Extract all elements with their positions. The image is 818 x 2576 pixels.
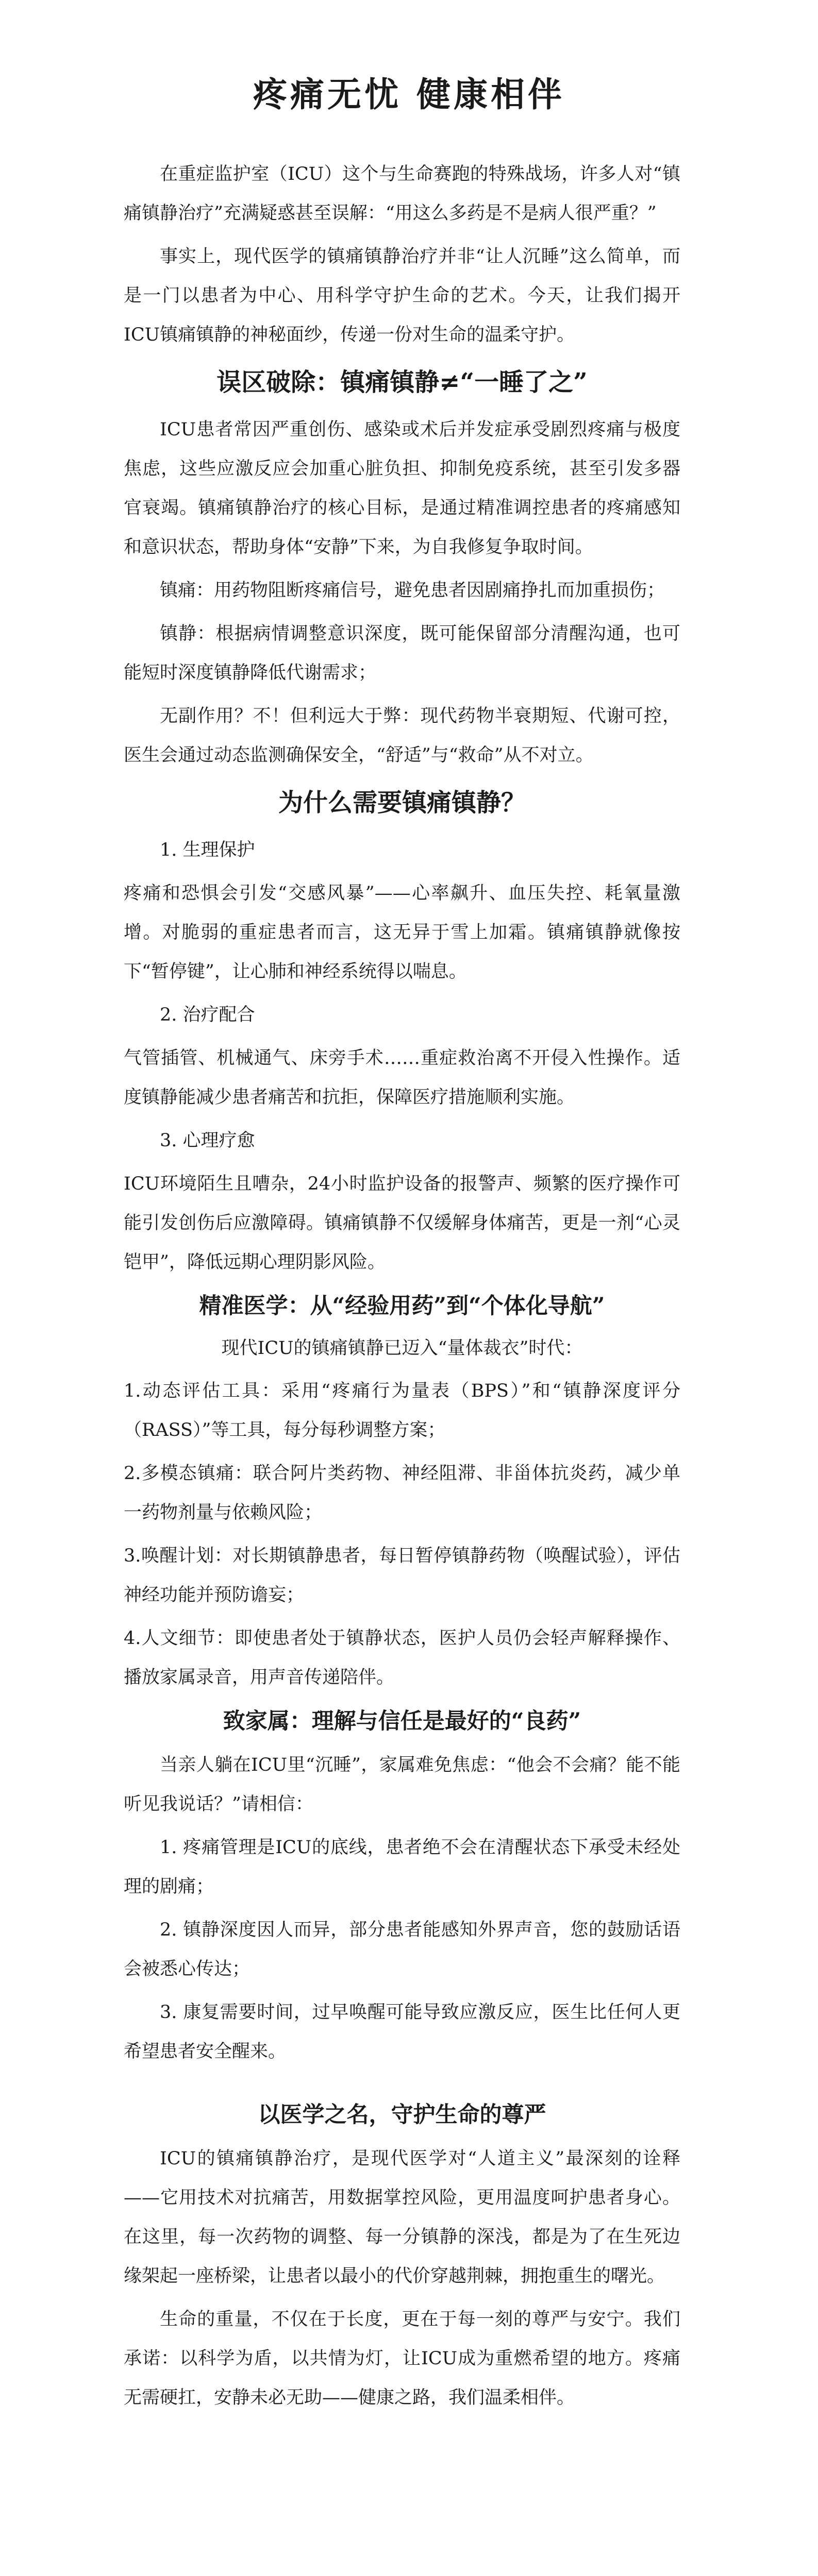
list-item-title: 1. 生理保护	[160, 840, 255, 860]
body-paragraph: 镇静：根据病情调整意识深度，既可能保留部分清醒沟通，也可能短时深度镇静降低代谢需求；	[124, 623, 680, 683]
page-title: 疼痛无忧 健康相伴	[253, 74, 565, 114]
body-paragraph: 气管插管、机械通气、床旁手术……重症救治离不开侵入性操作。适度镇静能减少患者痛苦和抗拒，保障医疗措施顺利实施。	[124, 1048, 680, 1108]
list-item: 2. 镇静深度因人而异，部分患者能感知外界声音，您的鼓励话语会被悉心传达；	[124, 1920, 680, 1979]
list-item-title: 2. 治疗配合	[160, 1005, 255, 1025]
list-item-title: 3. 心理疗愈	[160, 1130, 255, 1151]
list-item: 1. 疼痛管理是ICU的底线，患者绝不会在清醒状态下承受未经处理的剧痛；	[124, 1837, 680, 1897]
section-heading: 精准医学：从“经验用药”到“个体化导航”	[199, 1293, 605, 1319]
section-heading: 误区破除：镇痛镇静≠“一睡了之”	[216, 368, 588, 397]
list-item: 3.唤醒计划：对长期镇静患者，每日暂停镇静药物（唤醒试验），评估神经功能并预防谵妄；	[124, 1546, 680, 1605]
section-heading: 以医学之名，守护生命的尊严	[258, 2102, 546, 2128]
body-paragraph: ICU的镇痛镇静治疗，是现代医学对“人道主义”最深刻的诠释——它用技术对抗痛苦，用数据掌控风险，更用温度呵护患者身心。在这里，每一次药物的调整、每一分镇静的深浅，都是为了在生死边缘架起一座桥梁，让患者以最小的代价穿越荆棘，拥抱重生的曙光。	[124, 2148, 680, 2286]
body-paragraph: 疼痛和恐惧会引发“交感风暴”——心率飙升、血压失控、耗氧量激增。对脆弱的重症患者而言，这无异于雪上加霜。镇痛镇静就像按下“暂停键”，让心肺和神经系统得以喘息。	[124, 883, 680, 982]
body-paragraph: ICU患者常因严重创伤、感染或术后并发症承受剧烈疼痛与极度焦虑，这些应激反应会加重心脏负担、抑制免疫系统，甚至引发多器官衰竭。镇痛镇静治疗的核心目标，是通过精准调控患者的疼痛感知和意识状态，帮助身体“安静”下来，为自我修复争取时间。	[124, 419, 680, 557]
section-heading: 为什么需要镇痛镇静？	[278, 788, 526, 817]
intro-paragraph: 事实上，现代医学的镇痛镇静治疗并非“让人沉睡”这么简单，而是一门以患者为中心、用科学守护生命的艺术。今天，让我们揭开ICU镇痛镇静的神秘面纱，传递一份对生命的温柔守护。	[124, 246, 680, 345]
body-paragraph: ICU环境陌生且嘈杂，24小时监护设备的报警声、频繁的医疗操作可能引发创伤后应激障碍。镇痛镇静不仅缓解身体痛苦，更是一剂“心灵铠甲”，降低远期心理阴影风险。	[124, 1174, 680, 1273]
article-body	[124, 155, 680, 2421]
section-heading: 致家属：理解与信任是最好的“良药”	[223, 1708, 581, 1734]
body-paragraph: 生命的重量，不仅在于长度，更在于每一刻的尊严与安宁。我们承诺：以科学为盾，以共情为灯，让ICU成为重燃希望的地方。疼痛无需硬扛，安静未必无助——健康之路，我们温柔相伴。	[124, 2309, 680, 2408]
intro-paragraph: 在重症监护室（ICU）这个与生命赛跑的特殊战场，许多人对“镇痛镇静治疗”充满疑惑甚至误解：“用这么多药是不是病人很严重？”	[124, 164, 680, 224]
body-paragraph: 当亲人躺在ICU里“沉睡”，家属难免焦虑：“他会不会痛？能不能听见我说话？”请相信：	[124, 1755, 680, 1815]
list-item: 1.动态评估工具：采用“疼痛行为量表（BPS）”和“镇静深度评分（RASS）”等工具，每分每秒调整方案；	[124, 1381, 680, 1440]
section-subheading: 现代ICU的镇痛镇静已迈入“量体裁衣”时代：	[221, 1338, 583, 1359]
list-item: 3. 康复需要时间，过早唤醒可能导致应激反应，医生比任何人更希望患者安全醒来。	[124, 2002, 680, 2062]
list-item: 2.多模态镇痛：联合阿片类药物、神经阻滞、非甾体抗炎药，减少单一药物剂量与依赖风险；	[124, 1463, 680, 1523]
body-paragraph: 无副作用？不！但利远大于弊：现代药物半衰期短、代谢可控，医生会通过动态监测确保安全，“舒适”与“救命”从不对立。	[124, 706, 680, 766]
list-item: 4.人文细节：即使患者处于镇静状态，医护人员仍会轻声解释操作、播放家属录音，用声音传递陪伴。	[124, 1628, 680, 1688]
body-paragraph: 镇痛：用药物阻断疼痛信号，避免患者因剧痛挣扎而加重损伤；	[160, 580, 665, 601]
